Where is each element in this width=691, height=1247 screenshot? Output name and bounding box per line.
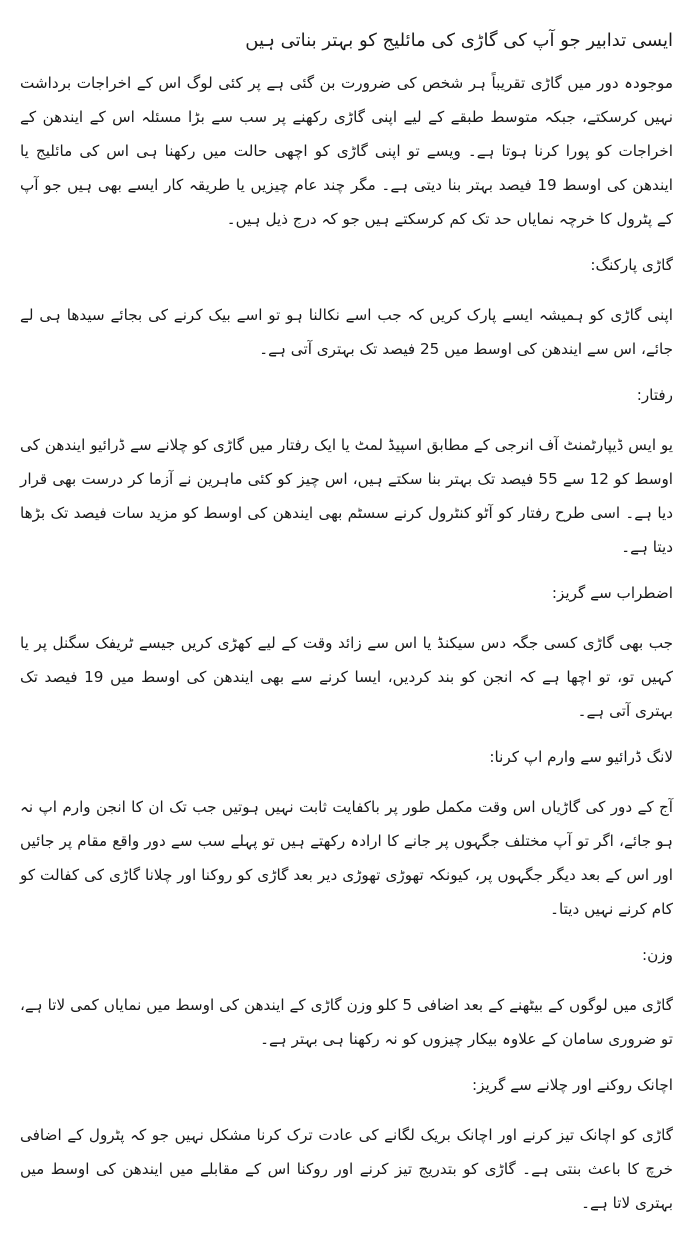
section-weight (20, 940, 673, 1056)
article-title: ایسی تدابیر جو آپ کی گاڑی کی مائلیج کو بہتر بناتی ہیں (245, 30, 673, 51)
section-sudden-braking (20, 1070, 673, 1220)
section-warmup (20, 742, 673, 926)
section-heading-sudden-braking: اچانک روکنے اور چلانے سے گریز: (472, 1076, 673, 1094)
section-parking (20, 250, 673, 366)
section-heading-speed: رفتار: (636, 386, 673, 404)
section-body-idling: جب بھی گاڑی کسی جگہ دس سیکنڈ یا اس سے زائد وقت کے لیے کھڑی کریں جیسے ٹریفک سگنل پر یا کہیں تو، تو اچھا ہے کہ انجن کو بند کردیں، ایسا کرنے سے بھی ایندھن کی اوسط میں 19 فیصد تک بہتری آتی ہے۔ (20, 634, 673, 720)
section-body-parking: اپنی گاڑی کو ہمیشہ ایسے پارک کریں کہ جب اسے نکالنا ہو تو اسے بیک کرنے کی بجائے سیدھا ہی لے جائے، اس سے ایندھن کی اوسط میں 25 فیصد تک بہتری آتی ہے۔ (20, 306, 673, 358)
section-heading-warmup: لانگ ڈرائیو سے وارم اپ کرنا: (489, 748, 673, 766)
intro-paragraph: موجودہ دور میں گاڑی تقریباً ہر شخص کی ضرورت بن گئی ہے پر کئی لوگ اس کے اخراجات برداشت نہیں کرسکتے، جبکہ متوسط طبقے کے لیے اپنی گاڑی رکھنے پر سب سے بڑا مسئلہ اس کے ایندھن کے اخراجات کو پورا کرنا ہوتا ہے۔ ویسے تو اپنی گاڑی کو اچھی حالت میں رکھنا ہی اس کی مائلیج یا ایندھن کی اوسط 19 فیصد بہتر بنا دیتی ہے۔ مگر چند عام چیزیں یا طریقہ کار ایسے بھی ہیں جو آپ کے پٹرول کا خرچہ نمایاں حد تک کم کرسکتے ہیں جو کہ درج ذیل ہیں۔ (20, 74, 673, 228)
section-speed (20, 380, 673, 564)
section-body-speed: یو ایس ڈیپارٹمنٹ آف انرجی کے مطابق اسپیڈ لمٹ یا ایک رفتار میں گاڑی کو چلانے سے ڈرائیو ایندھن کی اوسط کو 12 سے 55 فیصد تک بہتر بنا سکتے ہیں، اس چیز کو کئی ماہرین نے آزما کر درست بھی قرار دیا ہے۔ اسی طرح رفتار کو آٹو کنٹرول کرنے سسٹم بھی ایندھن کی اوسط کو مزید سات فیصد تک بڑھا دیتا ہے۔ (20, 436, 673, 556)
section-heading-idling: اضطراب سے گریز: (551, 584, 673, 602)
section-body-weight: گاڑی میں لوگوں کے بیٹھنے کے بعد اضافی 5 کلو وزن گاڑی کے ایندھن کی اوسط میں نمایاں کمی لاتا ہے، تو ضروری سامان کے علاوہ بیکار چیزوں کو نہ رکھنا ہی بہتر ہے۔ (20, 996, 673, 1048)
section-body-sudden-braking: گاڑی کو اچانک تیز کرنے اور اچانک بریک لگانے کی عادت ترک کرنا مشکل نہیں جو کہ پٹرول کے اضافی خرچ کا باعث بنتی ہے۔ گاڑی کو بتدریج تیز کرنے اور روکنا اس کے مقابلے میں ایندھن کی اوسط میں بہتری لاتا ہے۔ (20, 1126, 673, 1212)
section-idling (20, 578, 673, 728)
section-heading-weight: وزن: (642, 946, 673, 964)
section-heading-parking: گاڑی پارکنگ: (590, 256, 673, 274)
section-body-warmup: آج کے دور کی گاڑیاں اس وقت مکمل طور پر باکفایت ثابت نہیں ہوتیں جب تک ان کا انجن وارم اپ نہ ہو جائے، اگر تو آپ مختلف جگہوں پر جانے کا ارادہ رکھتے ہیں تو پہلے سب سے دور واقع مقام پر جائیں اور اس کے بعد دیگر جگہوں پر، کیونکہ تھوڑی تھوڑی دیر بعد گاڑی کو روکنا اور چلانا گاڑی کی کفالت کو کام کرنے نہیں دیتا۔ (20, 798, 673, 918)
